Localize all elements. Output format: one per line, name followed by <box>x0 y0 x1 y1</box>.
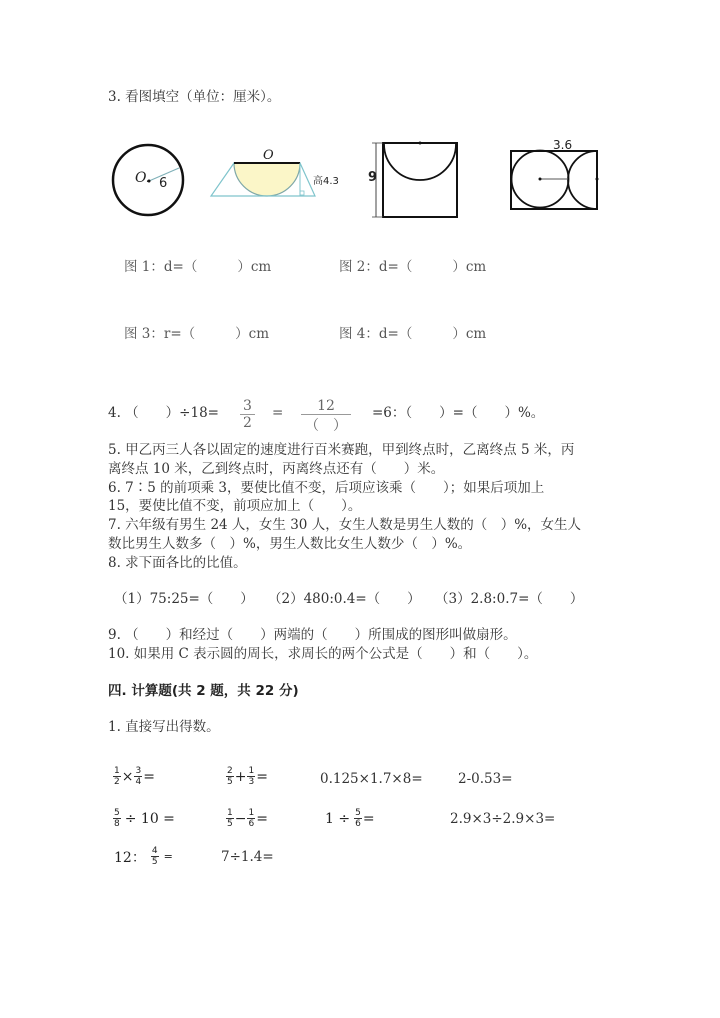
question-9: 9. （ ）和经过（ ）两端的（ ）所围成的图形叫做扇形。 <box>108 627 517 643</box>
question-7-line2: 数比男生人数多（ ）%，男生人数比女生人数少（ ）%。 <box>108 536 472 552</box>
calc-2c: 1 ÷ $\frac{5}{6}$ = <box>325 808 375 829</box>
calc-1b: $\frac{2}{5}$ + $\frac{1}{3}$ = <box>227 766 268 787</box>
question-10: 10. 如果用 C 表示圆的周长，求周长的两个公式是（ ）和（ ）。 <box>108 646 538 662</box>
question-3-title: 3. 看图填空（单位：厘米）。 <box>108 89 281 105</box>
section-4-heading: 四. 计算题(共 2 题，共 22 分) <box>108 683 299 699</box>
center-label: O <box>263 148 274 163</box>
question-4-prefix: 4. （ ）÷18= <box>108 405 219 421</box>
question-8-title: 8. 求下面各比的比值。 <box>108 555 247 571</box>
calc-2d: 2.9×3÷2.9×3= <box>450 811 556 827</box>
answer-fig1: 图 1：d=（ ）cm <box>124 259 272 275</box>
height-label: 高4.3 <box>313 176 339 187</box>
answer-fig2: 图 2：d=（ ）cm <box>339 259 487 275</box>
calc-1a: $\frac{1}{2}$ × $\frac{3}{4}$ = <box>114 766 155 787</box>
calc-question-1-title: 1. 直接写出得数。 <box>108 719 220 735</box>
top-label: 3.6 <box>553 138 573 152</box>
question-8-item-3: （3）2.8:0.7=（ ） <box>435 591 584 607</box>
calc-1c: 0.125×1.7×8= <box>320 771 423 787</box>
equals-sign: = <box>272 405 284 421</box>
question-5-line1: 5. 甲乙丙三人各以固定的速度进行百米赛跑，甲到终点时，乙离终点 5 米，丙 <box>108 442 575 458</box>
question-5-line2: 离终点 10 米，乙到终点时，丙离终点还有（ ）米。 <box>108 461 445 477</box>
calc-3a: 12： $\frac{4}{5}$ = <box>114 846 173 867</box>
answer-fig3: 图 3：r=（ ）cm <box>124 326 270 342</box>
calc-2b: $\frac{1}{5}$ − $\frac{1}{6}$ = <box>227 808 268 829</box>
calc-2a: $\frac{5}{8}$ ÷ 10 = <box>114 808 175 829</box>
side-label: 9 <box>368 170 378 185</box>
radius-label: 6 <box>159 176 168 191</box>
question-8-item-2: （2）480:0.4=（ ） <box>268 591 421 607</box>
question-8-item-1: （1）75:25=（ ） <box>114 591 254 607</box>
question-4-suffix: =6：（ ）=（ ）%。 <box>372 405 545 421</box>
calc-1d: 2-0.53= <box>458 771 513 787</box>
question-6-line1: 6. 7∶5 的前项乘 3，要使比值不变，后项应该乘（ ）；如果后项加上 <box>108 480 545 496</box>
question-6-line2: 15，要使比值不变，前项应加上（ ）。 <box>108 498 362 514</box>
answer-fig4: 图 4：d=（ ）cm <box>339 326 487 342</box>
center-label: O. <box>135 170 151 186</box>
calc-3b: 7÷1.4= <box>221 849 274 865</box>
fraction-12-blank: 12 （ ） <box>302 398 350 435</box>
question-7-line1: 7. 六年级有男生 24 人，女生 30 人，女生人数是男生人数的（ ）%，女生人 <box>108 517 582 533</box>
fraction-3-2: 3 2 <box>240 398 255 431</box>
